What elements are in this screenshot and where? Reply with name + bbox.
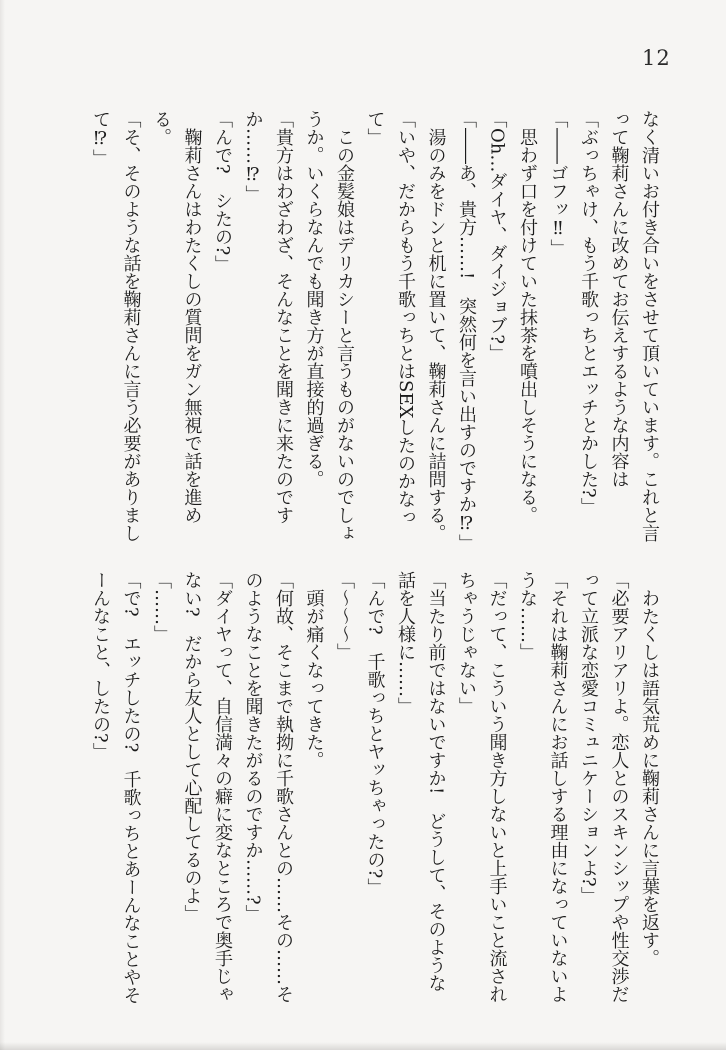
text-block-upper [80, 110, 664, 553]
paragraph: 「だって、こういう聞き方しないと上手いこと流されちゃうじゃない」 [456, 571, 508, 1003]
page-number: 12 [642, 46, 671, 70]
paragraph: 「――あ、貴方……! 突然何を言い出すのですか⁉」 [456, 110, 477, 553]
paragraph: 「ぶっちゃけ、もう千歌っちとエッチとかした?」 [578, 110, 599, 516]
paragraph: 「んで? シたの?」 [212, 110, 233, 274]
paragraph: 「当たり前ではないですか! どうして、そのような話を人様に……」 [395, 571, 447, 993]
page-left-edge-shadow [0, 0, 5, 1050]
paragraph: 思わず口を付けていた抹茶を噴出しそうになる。 [517, 128, 538, 524]
paragraph: 頭が痛くなってきた。 [303, 589, 325, 769]
paragraph: 「で? エッチしたの? 千歌っちとあーんなことやそーんなこと、したの?」 [90, 571, 142, 1005]
paragraph: この金髪娘はデリカシーと言うものがないのでしょうか。いくらなんでも聞き方が直接的過ぎる。 [303, 110, 355, 542]
paragraph: なく清いお付き合いをさせて頂いています。これと言って鞠莉さんに改めてお伝えするような内容は [608, 110, 660, 542]
paragraph: 「〜〜〜」 [334, 571, 355, 661]
paragraph: 鞠莉さんはわたくしの質問をガン無視で話を進める。 [151, 110, 203, 524]
paragraph: 「Oh…ダイヤ、ダイジョブ?」 [486, 110, 508, 362]
paragraph: 「それは鞠莉さんにお話しする理由になっていないような……」 [517, 571, 569, 1003]
paragraph: 「……」 [151, 571, 172, 643]
paragraph: 「いや、だからもう千歌っちとはSEXしたのかなって」 [364, 110, 416, 527]
page-bottom-edge-shadow [0, 1042, 726, 1050]
paragraph: 「何故、そこまで執拗に千歌さんとの……その……そのようなことを聞きたがるのですか……?」 [242, 571, 294, 1003]
paragraph: 「んで? 千歌っちとヤッちゃったの?」 [364, 571, 386, 897]
paragraph: 「貴方はわざわざ、そんなことを聞きに来たのですか……⁉」 [242, 110, 294, 524]
text-block-lower [80, 571, 664, 1007]
paragraph: 「必要アリアリよ。恋人とのスキンシップや性交渉だって立派な恋愛コミュニケーションよ?」 [578, 571, 630, 1003]
paragraph: 「そ、そのような話を鞠莉さんに言う必要がありまして⁉」 [90, 110, 142, 542]
paragraph: 「――ゴフッ‼」 [547, 110, 569, 257]
paragraph: わたくしは語気荒めに鞠莉さんに言葉を返す。 [639, 589, 660, 967]
paragraph: 「ダイヤって、自信満々の癖に変なところで奥手じゃない? だから友人として心配してるのよ」 [181, 571, 233, 1003]
paragraph: 湯のみをドンと机に置いて、鞠莉さんに詰問する。 [425, 128, 447, 542]
